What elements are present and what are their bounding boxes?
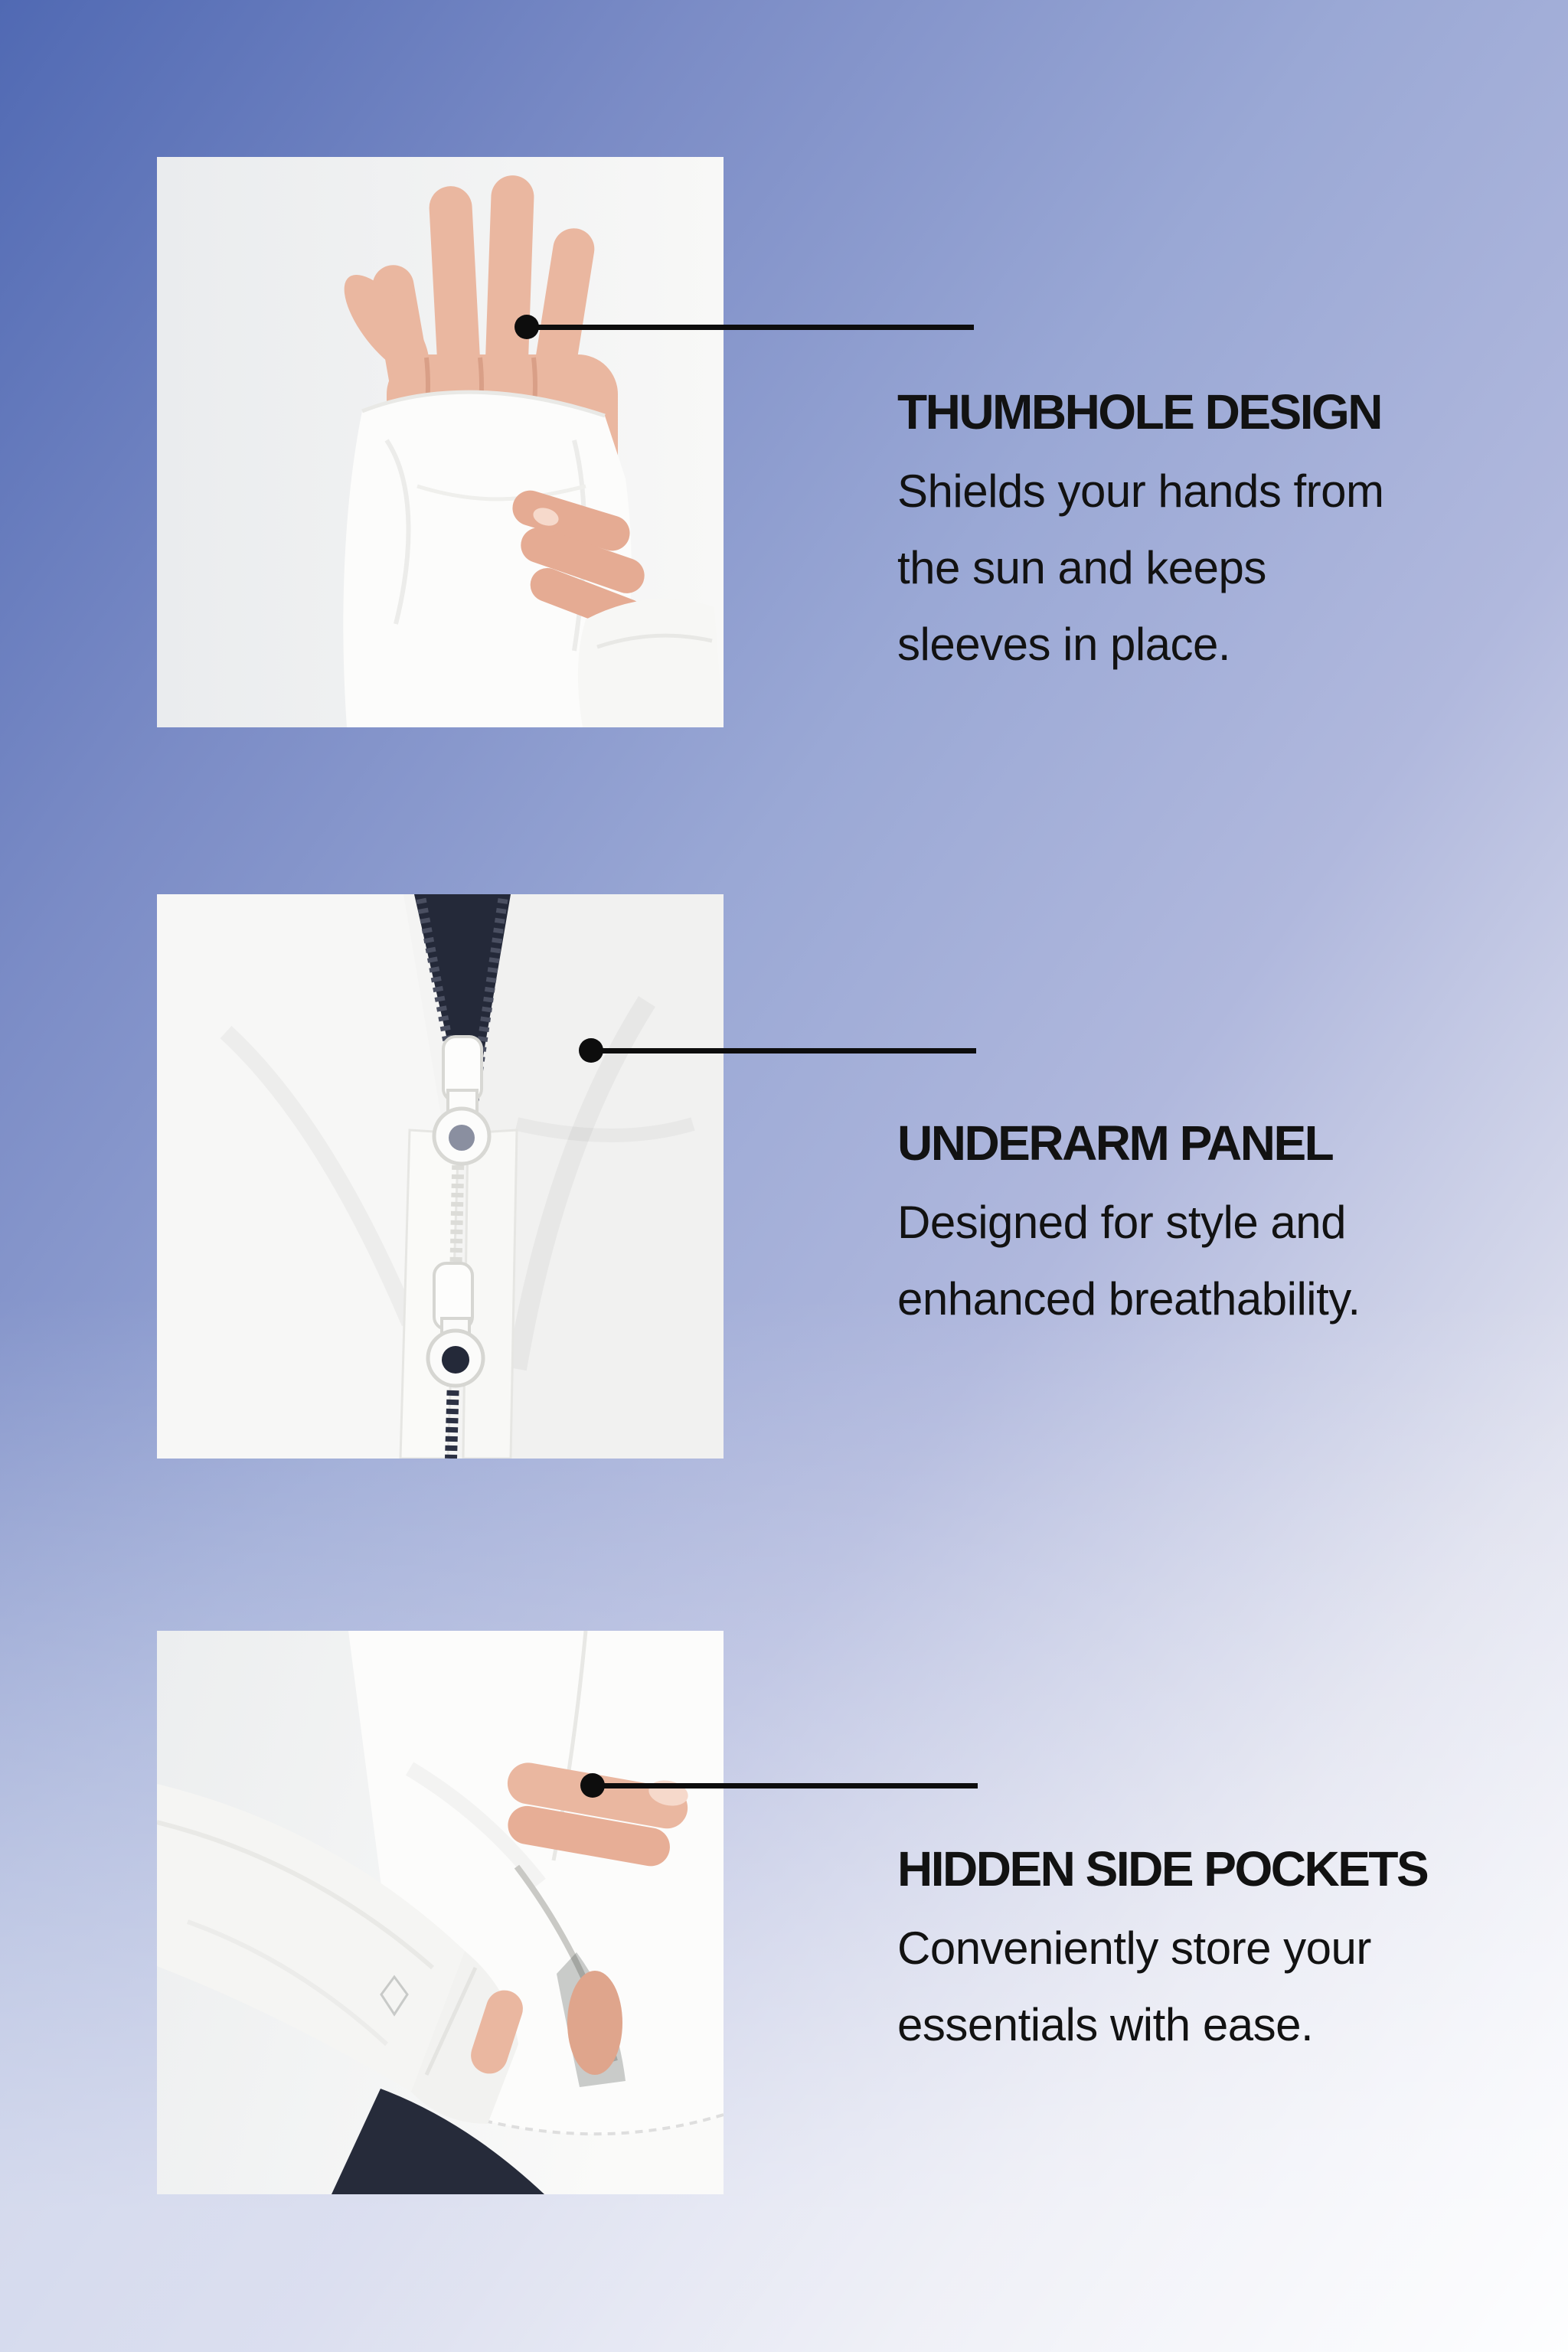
feature-text-line: sleeves in place. bbox=[897, 619, 1231, 670]
feature-text-line: Conveniently store your bbox=[897, 1922, 1371, 1974]
pocket-callout-line bbox=[591, 1783, 978, 1788]
thumbhole-copy bbox=[897, 384, 1517, 683]
feature-text-line: essentials with ease. bbox=[897, 1999, 1314, 2050]
pocket-photo-illustration bbox=[157, 1631, 724, 2194]
feature-title: HIDDEN SIDE POCKETS bbox=[897, 1841, 1428, 1896]
feature-title: THUMBHOLE DESIGN bbox=[897, 384, 1381, 439]
feature-text-line: Shields your hands from bbox=[897, 466, 1384, 517]
underarm-callout-line bbox=[590, 1048, 976, 1054]
feature-title: UNDERARM PANEL bbox=[897, 1116, 1333, 1171]
feature-text-line: the sun and keeps bbox=[897, 542, 1266, 593]
thumbhole-callout-line bbox=[525, 325, 974, 330]
underarm-callout-dot bbox=[579, 1038, 603, 1063]
thumbhole-callout-dot bbox=[514, 315, 539, 339]
underarm-copy bbox=[897, 1116, 1517, 1338]
thumbhole-photo bbox=[157, 157, 724, 727]
thumbhole-photo-illustration bbox=[157, 157, 724, 727]
zipper-photo bbox=[157, 894, 724, 1459]
pocket-photo bbox=[157, 1631, 724, 2194]
pocket-copy bbox=[897, 1841, 1517, 2063]
feature-text-line: enhanced breathability. bbox=[897, 1273, 1361, 1325]
feature-text-line: Designed for style and bbox=[897, 1197, 1347, 1248]
zipper-photo-illustration bbox=[157, 894, 724, 1459]
pocket-callout-dot bbox=[580, 1773, 605, 1798]
